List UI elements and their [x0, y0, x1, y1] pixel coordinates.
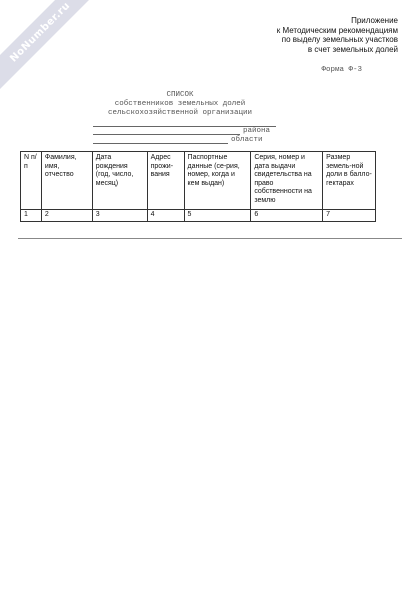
header-address: Адрес прожи-вания	[147, 152, 184, 210]
column-number-1: 1	[21, 210, 42, 222]
watermark-text: NoNumber.ru	[0, 0, 112, 104]
title-line-1: СПИСОК	[166, 91, 194, 99]
header-number: N п/п	[21, 152, 42, 210]
column-number-7: 7	[323, 210, 376, 222]
header-land-share: Размер земель-ной доли в балло-гектарах	[323, 152, 376, 210]
region-suffix: области	[231, 136, 263, 144]
table-row	[21, 210, 376, 222]
header-certificate: Серия, номер и дата выдачи свидетельства на право собственности на землю	[251, 152, 323, 210]
column-number-3: 3	[92, 210, 147, 222]
column-number-6: 6	[251, 210, 323, 222]
appendix-note	[277, 16, 398, 54]
table-header-row	[21, 152, 376, 210]
page-divider	[18, 238, 402, 239]
title-line-2: собственников земельных долей	[114, 100, 246, 108]
owners-table	[20, 151, 376, 222]
column-number-4: 4	[147, 210, 184, 222]
appendix-line-2: к Методическим рекомендациям	[276, 25, 398, 35]
appendix-line-3: по выделу земельных участков	[281, 35, 398, 44]
region-line	[93, 134, 263, 144]
region-blank	[93, 135, 228, 144]
header-full-name: Фамилия, имя, отчество	[41, 152, 92, 210]
header-passport: Паспортные данные (се-рия, номер, когда и кем выдан)	[184, 152, 251, 210]
appendix-line-1: Приложение	[351, 16, 398, 25]
appendix-line-4: в счет земельных долей	[307, 44, 398, 54]
title-line-3: сельскохозяйственной организации	[107, 109, 253, 117]
form-label: Форма Ф-3	[321, 66, 362, 74]
district-suffix: района	[243, 127, 271, 135]
header-birth-date: Дата рождения (год, число, месяц)	[92, 152, 147, 210]
column-number-2: 2	[41, 210, 92, 222]
document-title	[80, 91, 280, 118]
column-number-5: 5	[184, 210, 251, 222]
